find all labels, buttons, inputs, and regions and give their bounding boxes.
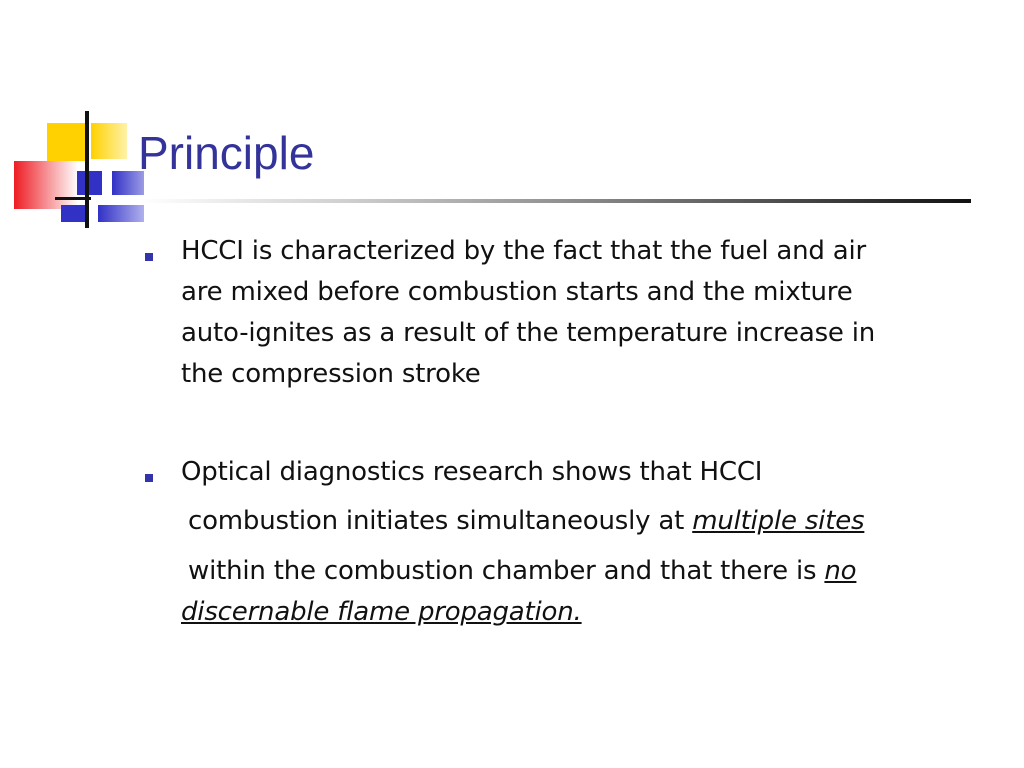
bullet-2-line-3 [188, 556, 856, 586]
title-underline-rule [140, 199, 971, 203]
blue-square [77, 171, 102, 195]
vertical-divider-line [85, 111, 89, 228]
slide-title: Principle [138, 127, 315, 179]
bullet-2-line-2-text: combustion initiates simultaneously at [188, 506, 693, 536]
emphasis-multiple-sites: multiple sites [692, 506, 865, 536]
bullet-1-line-4: the compression stroke [181, 359, 481, 389]
bullet-1-line-2: are mixed before combustion starts and the mixture [181, 277, 853, 307]
bullet-2-line-4 [181, 597, 582, 627]
bullet-1-line-3: auto-ignites as a result of the temperature increase in [181, 318, 876, 348]
bullet-square-icon [145, 253, 153, 261]
bullet-2-line-3-text: within the combustion chamber and that there is [188, 556, 825, 586]
bullet-square-icon [145, 474, 153, 482]
short-horizontal-line [55, 197, 91, 200]
bullet-2-line-2 [188, 506, 864, 536]
decorative-squares-logo [0, 0, 160, 240]
emphasis-discernable-flame: discernable flame propagation. [181, 597, 582, 627]
red-gradient-square [14, 161, 78, 209]
blue-gradient-square-lower [98, 205, 144, 222]
yellow-square [47, 123, 85, 161]
bullet-1-line-1: HCCI is characterized by the fact that the fuel and air [181, 236, 867, 266]
blue-square-lower [61, 205, 87, 222]
yellow-gradient-square [91, 123, 127, 159]
emphasis-no: no [824, 556, 857, 586]
bullet-2-line-1: Optical diagnostics research shows that HCCI [181, 457, 763, 487]
